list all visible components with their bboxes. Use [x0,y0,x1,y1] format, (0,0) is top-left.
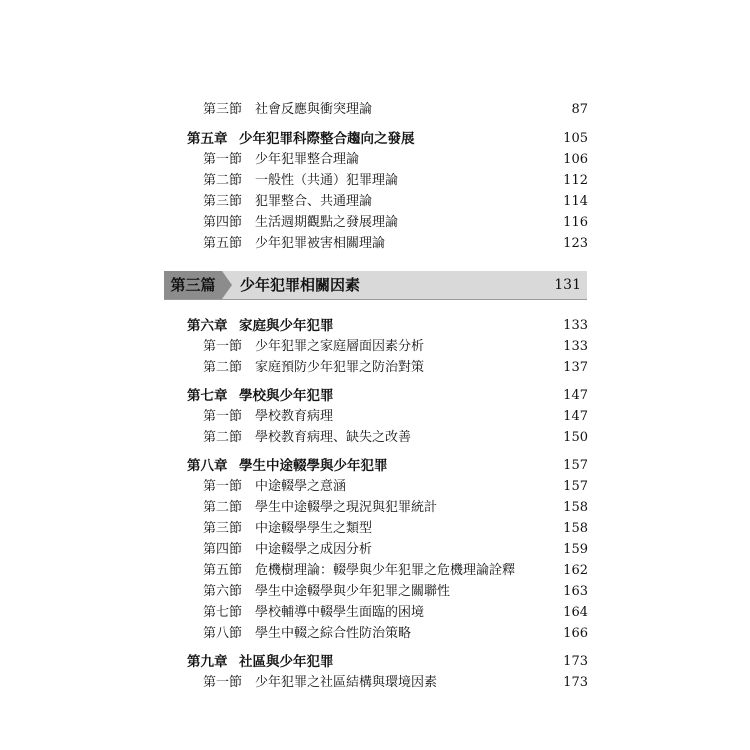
page-number: 158 [563,521,588,536]
page-number: 105 [563,131,588,146]
toc-section-row [0,497,750,519]
chapter-title: 學生中途輟學與少年犯罪 [239,458,388,474]
section-number: 第四節 [203,215,243,230]
section-number: 第六節 [203,584,243,599]
section-label [203,560,515,582]
section-title: 少年犯罪整合理論 [255,152,360,167]
toc-chapter-row [0,385,750,407]
chapter-number: 第七章 [187,388,228,404]
section-number: 第三節 [203,102,243,117]
page-number: 123 [563,236,588,251]
toc-section-row [0,233,750,255]
toc-section-row [0,99,750,121]
chapter-number: 第九章 [187,654,228,670]
section-label [203,99,372,121]
page-number: 166 [563,626,588,641]
chapter-label [187,385,334,407]
section-title: 家庭預防少年犯罪之防治對策 [255,360,425,375]
toc-section-row [0,170,750,192]
chapter-title: 家庭與少年犯罪 [239,318,334,334]
section-label [203,357,424,379]
page-number: 158 [563,500,588,515]
page-number: 116 [563,215,588,230]
page-number: 147 [563,388,588,403]
section-title: 學生中輟之綜合性防治策略 [255,626,412,641]
part-divider [164,299,587,300]
section-label [203,623,411,645]
section-number: 第八節 [203,626,243,641]
chapter-number: 第五章 [187,131,228,147]
section-label [203,497,437,519]
section-title: 少年犯罪之家庭層面因素分析 [255,339,425,354]
section-title: 少年犯罪被害相關理論 [255,236,386,251]
section-number: 第三節 [203,194,243,209]
page-number: 87 [571,102,588,117]
section-title: 學生中途輟學與少年犯罪之關聯性 [255,584,451,599]
toc-section-row [0,149,750,171]
section-label [203,602,424,624]
toc-section-row [0,191,750,213]
page-number: 159 [563,542,588,557]
chapter-title: 學校與少年犯罪 [239,388,334,404]
chapter-label [187,651,334,673]
section-number: 第二節 [203,430,243,445]
chapter-title: 社區與少年犯罪 [239,654,334,670]
chapter-number: 第八章 [187,458,228,474]
section-number: 第三節 [203,521,243,536]
section-number: 第一節 [203,675,243,690]
section-label [203,406,333,428]
toc-section-row [0,476,750,498]
toc-section-row [0,539,750,561]
section-number: 第二節 [203,500,243,515]
toc-section-row [0,406,750,428]
page-number: 173 [563,654,588,669]
toc-chapter-row [0,315,750,337]
page-number: 157 [563,479,588,494]
page-number: 157 [563,458,588,473]
toc-section-row [0,212,750,234]
toc-section-row [0,672,750,694]
toc-chapter-row [0,128,750,150]
section-title: 中途輟學學生之類型 [255,521,373,536]
section-number: 第二節 [203,173,243,188]
section-title: 中途輟學之成因分析 [255,542,373,557]
toc-chapter-row [0,455,750,477]
section-title: 學校教育病理、缺失之改善 [255,430,412,445]
section-title: 中途輟學之意涵 [255,479,347,494]
section-label [203,336,424,358]
part-title: 少年犯罪相關因素 [240,276,361,294]
toc-section-row [0,602,750,624]
section-title: 學校輔導中輟學生面臨的困境 [255,605,425,620]
chapter-label [187,455,388,477]
part-arrow-icon [222,271,232,299]
chapter-label [187,315,334,337]
part-tag: 第三篇 [164,271,222,299]
section-label [203,233,385,255]
section-label [203,427,411,449]
section-title: 社會反應與衝突理論 [255,102,373,117]
section-label [203,191,372,213]
section-number: 第五節 [203,563,243,578]
page-number: 112 [563,173,588,188]
page-number: 162 [563,563,588,578]
section-label [203,476,346,498]
section-title: 學校教育病理 [255,409,334,424]
section-label [203,212,398,234]
section-number: 第二節 [203,360,243,375]
toc-section-row [0,560,750,582]
page-number: 114 [563,194,588,209]
page-number: 133 [563,318,588,333]
toc-section-row [0,581,750,603]
toc-chapter-row [0,651,750,673]
section-number: 第一節 [203,339,243,354]
part-page-number: 131 [554,277,581,293]
section-number: 第一節 [203,479,243,494]
section-number: 第五節 [203,236,243,251]
page-number: 173 [563,675,588,690]
toc-section-row [0,427,750,449]
section-label [203,170,398,192]
chapter-label [187,128,415,150]
section-title: 學生中途輟學之現況與犯罪統計 [255,500,438,515]
section-label [203,672,437,694]
page-number: 164 [563,605,588,620]
section-title: 生活週期觀點之發展理論 [255,215,399,230]
section-label [203,518,372,540]
page-number: 150 [563,430,588,445]
chapter-number: 第六章 [187,318,228,334]
part-banner [164,271,587,299]
section-label [203,581,450,603]
section-number: 第七節 [203,605,243,620]
page-number: 133 [563,339,588,354]
toc-section-row [0,623,750,645]
section-number: 第一節 [203,409,243,424]
section-title: 一般性（共通）犯罪理論 [255,173,399,188]
section-label [203,149,359,171]
page-number: 163 [563,584,588,599]
chapter-title: 少年犯罪科際整合趨向之發展 [239,131,415,147]
toc-section-row [0,518,750,540]
page-number: 106 [563,152,588,167]
section-number: 第一節 [203,152,243,167]
section-title: 少年犯罪之社區結構與環境因素 [255,675,438,690]
section-title: 危機樹理論：輟學與少年犯罪之危機理論詮釋 [255,563,516,578]
section-number: 第四節 [203,542,243,557]
section-label [203,539,372,561]
section-title: 犯罪整合、共通理論 [255,194,373,209]
page-number: 137 [563,360,588,375]
toc-section-row [0,336,750,358]
page-number: 147 [563,409,588,424]
toc-section-row [0,357,750,379]
